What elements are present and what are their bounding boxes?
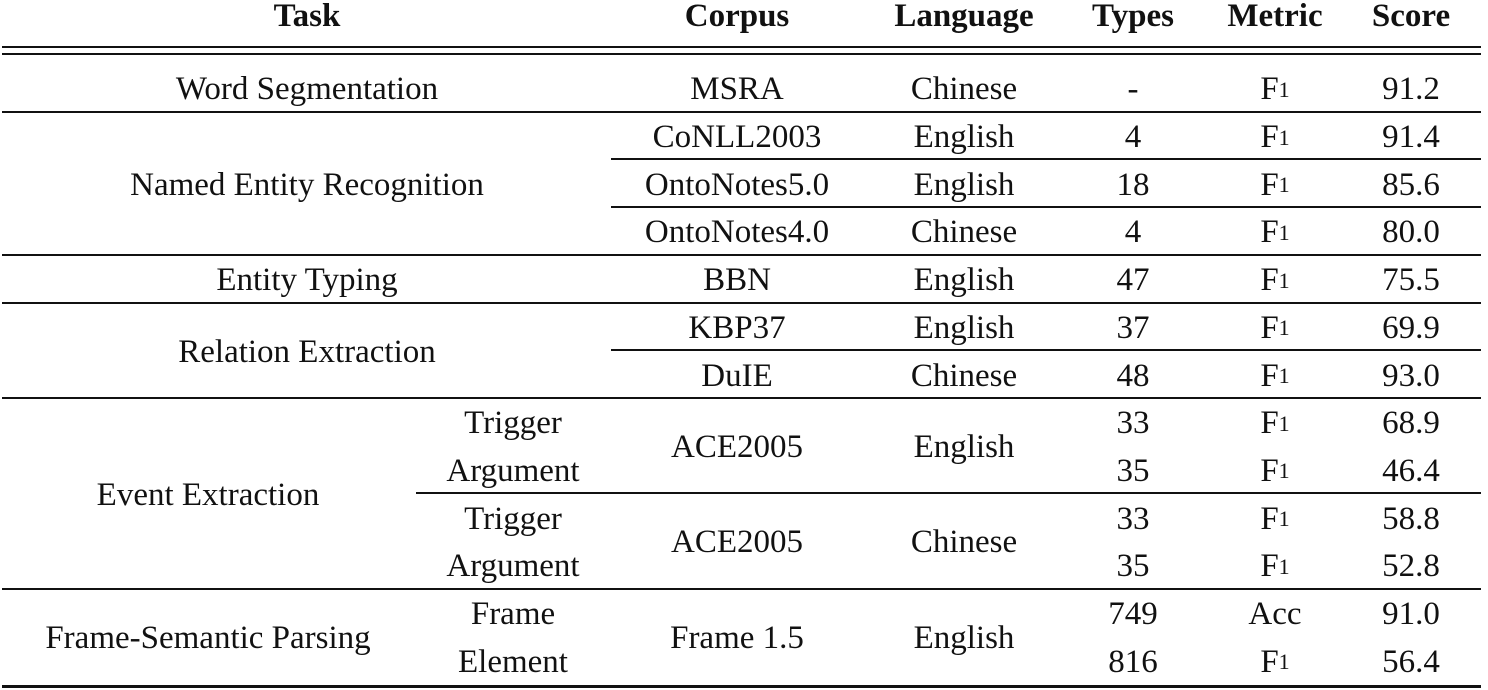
score-cell: 69.9	[1382, 309, 1440, 346]
metric-cell: F 1	[1260, 643, 1290, 680]
group-divider	[2, 302, 1481, 304]
types-cell: 4	[1124, 119, 1142, 156]
language-cell: English	[913, 309, 1015, 346]
score-cell: 91.2	[1382, 71, 1440, 108]
language-cell: Chinese	[910, 71, 1018, 108]
block-divider	[611, 158, 1481, 160]
metric-cell: F 1	[1260, 214, 1290, 251]
types-cell: 35	[1116, 452, 1150, 489]
task-name: Frame-Semantic Parsing	[45, 619, 371, 656]
corpus-cell: OntoNotes4.0	[644, 214, 830, 251]
subtask-cell: Trigger	[464, 500, 562, 537]
types-cell: 48	[1116, 357, 1150, 394]
score-cell: 91.0	[1382, 596, 1440, 633]
block-divider	[416, 492, 1481, 494]
score-cell: 75.5	[1382, 262, 1440, 299]
corpus-cell: Frame 1.5	[670, 619, 804, 656]
header-task: Task	[273, 0, 341, 34]
metric-cell: F 1	[1260, 309, 1290, 346]
score-cell: 52.8	[1382, 548, 1440, 585]
task-name: Named Entity Recognition	[130, 166, 484, 203]
task-name: Entity Typing	[216, 262, 398, 299]
types-cell: -	[1127, 71, 1139, 108]
header-types: Types	[1092, 0, 1174, 34]
metric-cell: F 1	[1260, 357, 1290, 394]
group-divider	[2, 588, 1481, 590]
subtask-cell: Argument	[446, 452, 580, 489]
metric-cell: F 1	[1260, 500, 1290, 537]
types-cell: 18	[1116, 166, 1150, 203]
corpus-cell: DuIE	[701, 357, 773, 394]
group-divider	[2, 111, 1481, 113]
metric-cell: F 1	[1260, 548, 1290, 585]
score-cell: 58.8	[1382, 500, 1440, 537]
language-cell: Chinese	[910, 357, 1018, 394]
types-cell: 33	[1116, 405, 1150, 442]
metric-cell: F 1	[1260, 166, 1290, 203]
language-cell: Chinese	[910, 524, 1018, 561]
subtask-cell: Argument	[446, 548, 580, 585]
types-cell: 47	[1116, 262, 1150, 299]
subtask-cell: Frame	[470, 596, 556, 633]
language-cell: Chinese	[910, 214, 1018, 251]
metric-cell: F 1	[1260, 405, 1290, 442]
language-cell: English	[913, 429, 1015, 466]
corpus-cell: KBP37	[688, 309, 786, 346]
language-cell: English	[913, 119, 1015, 156]
score-cell: 56.4	[1382, 643, 1440, 680]
group-divider	[2, 397, 1481, 399]
language-cell: English	[913, 262, 1015, 299]
subtask-cell: Trigger	[464, 405, 562, 442]
types-cell: 816	[1108, 643, 1158, 680]
header-score: Score	[1371, 0, 1451, 34]
score-cell: 93.0	[1382, 357, 1440, 394]
metric-cell: Acc	[1248, 596, 1302, 633]
metric-cell: F 1	[1260, 119, 1290, 156]
score-cell: 80.0	[1382, 214, 1440, 251]
corpus-cell: BBN	[703, 262, 771, 299]
types-cell: 749	[1108, 596, 1158, 633]
task-name: Word Segmentation	[175, 71, 439, 108]
corpus-cell: OntoNotes5.0	[644, 166, 830, 203]
header-language: Language	[894, 0, 1034, 34]
task-name: Event Extraction	[96, 476, 320, 513]
header-rule-bottom	[2, 53, 1481, 55]
score-cell: 91.4	[1382, 119, 1440, 156]
language-cell: English	[913, 619, 1015, 656]
metric-cell: F 1	[1260, 71, 1290, 108]
types-cell: 37	[1116, 309, 1150, 346]
types-cell: 33	[1116, 500, 1150, 537]
task-name: Relation Extraction	[178, 333, 436, 370]
metric-cell: F 1	[1260, 452, 1290, 489]
corpus-cell: MSRA	[690, 71, 784, 108]
score-cell: 46.4	[1382, 452, 1440, 489]
language-cell: English	[913, 166, 1015, 203]
corpus-cell: ACE2005	[671, 429, 803, 466]
metric-cell: F 1	[1260, 262, 1290, 299]
types-cell: 35	[1116, 548, 1150, 585]
table-bottom-rule	[2, 685, 1481, 688]
block-divider	[611, 349, 1481, 351]
score-cell: 85.6	[1382, 166, 1440, 203]
corpus-cell: ACE2005	[671, 524, 803, 561]
score-cell: 68.9	[1382, 405, 1440, 442]
header-metric: Metric	[1227, 0, 1323, 34]
block-divider	[611, 206, 1481, 208]
group-divider	[2, 254, 1481, 256]
types-cell: 4	[1124, 214, 1142, 251]
header-corpus: Corpus	[684, 0, 790, 34]
header-rule-top	[2, 46, 1481, 48]
subtask-cell: Element	[458, 643, 568, 680]
corpus-cell: CoNLL2003	[652, 119, 822, 156]
